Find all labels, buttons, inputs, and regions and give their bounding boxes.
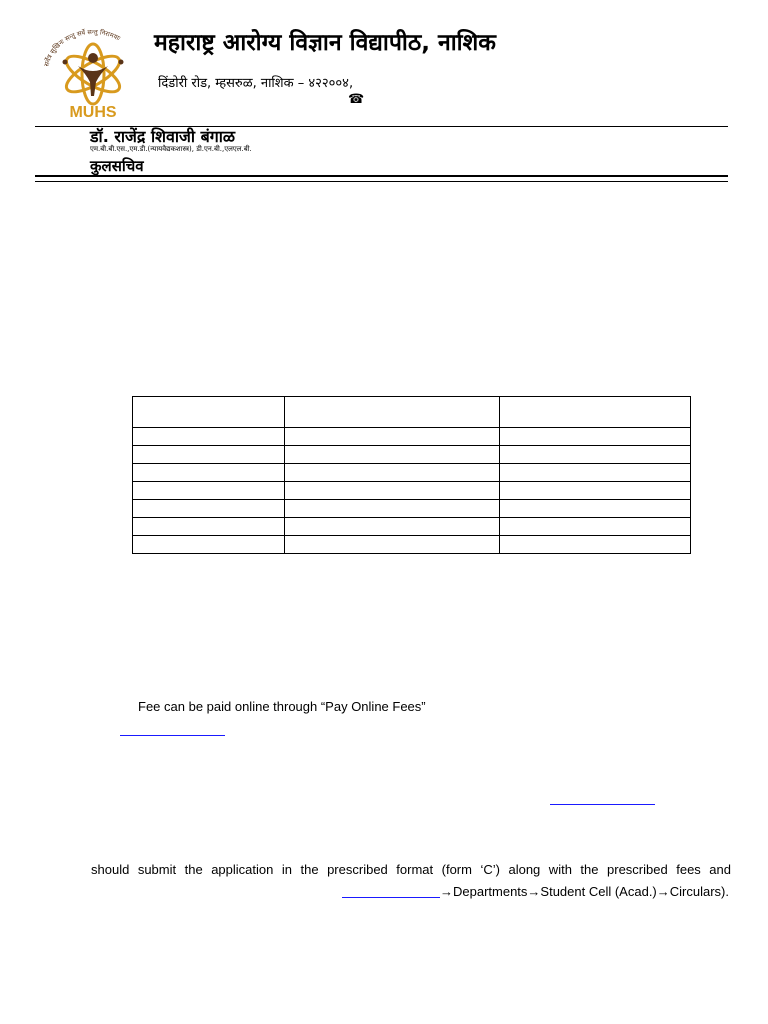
table-cell: [133, 536, 285, 554]
logo-abbreviation: MUHS: [69, 104, 117, 121]
table-cell: [133, 500, 285, 518]
circulars-path-text: →Departments→Student Cell (Acad.)→Circulars).: [440, 884, 729, 899]
table-row: [133, 500, 691, 518]
phone-icon: ☎: [348, 92, 365, 107]
fee-online-text: Fee can be paid online through “Pay Online Fees”: [138, 699, 426, 714]
table-cell: [500, 397, 691, 428]
table-cell: [500, 500, 691, 518]
table-row: [133, 518, 691, 536]
registrar-qualifications: एम.बी.बी.एस.,एम.डी.(न्यायवैद्यकशास्त्र), डी.एन.बी.,एलएल.बी.: [90, 145, 252, 153]
table-row: [133, 482, 691, 500]
table-cell: [500, 518, 691, 536]
letterhead-divider-top: [35, 175, 728, 177]
table-cell: [500, 446, 691, 464]
table-cell: [285, 536, 500, 554]
table-cell: [133, 518, 285, 536]
table-row: [133, 464, 691, 482]
table-header-row: [133, 397, 691, 428]
registrar-name: डॉ. राजेंद्र शिवाजी बंगाळ: [90, 127, 236, 146]
submit-application-text: should submit the application in the prescribed format (form ‘C’) along with the prescribed fees and: [91, 862, 731, 877]
table-cell: [500, 428, 691, 446]
table-cell: [133, 397, 285, 428]
circulars-site-link[interactable]: [342, 897, 440, 898]
table-row: [133, 428, 691, 446]
table-cell: [285, 482, 500, 500]
table-cell: [285, 446, 500, 464]
table-row: [133, 536, 691, 554]
table-cell: [500, 482, 691, 500]
table-cell: [285, 500, 500, 518]
muhs-logo: [34, 24, 152, 122]
table-cell: [285, 397, 500, 428]
registrar-post: कुलसचिव: [90, 157, 144, 175]
table-cell: [500, 536, 691, 554]
university-title: महाराष्ट्र आरोग्य विज्ञान विद्यापीठ, नाशिक: [154, 30, 496, 56]
table-cell: [285, 518, 500, 536]
table-cell: [285, 464, 500, 482]
table-cell: [500, 464, 691, 482]
table-cell: [133, 446, 285, 464]
portal-link[interactable]: [550, 804, 655, 805]
fee-table: [132, 396, 691, 554]
table-cell: [133, 428, 285, 446]
table-cell: [285, 428, 500, 446]
website-link[interactable]: [120, 735, 225, 736]
table-cell: [133, 464, 285, 482]
logo-ring-text: सर्वेत्र सुखिनः सन्तु सर्वे सन्तु निरामयाः: [42, 27, 122, 68]
muhs-emblem-icon: [34, 24, 152, 122]
table-row: [133, 446, 691, 464]
letterhead-divider-bottom: [35, 181, 728, 182]
university-address: दिंडोरी रोड, म्हसरुळ, नाशिक – ४२२००४,: [158, 76, 354, 91]
table-cell: [133, 482, 285, 500]
